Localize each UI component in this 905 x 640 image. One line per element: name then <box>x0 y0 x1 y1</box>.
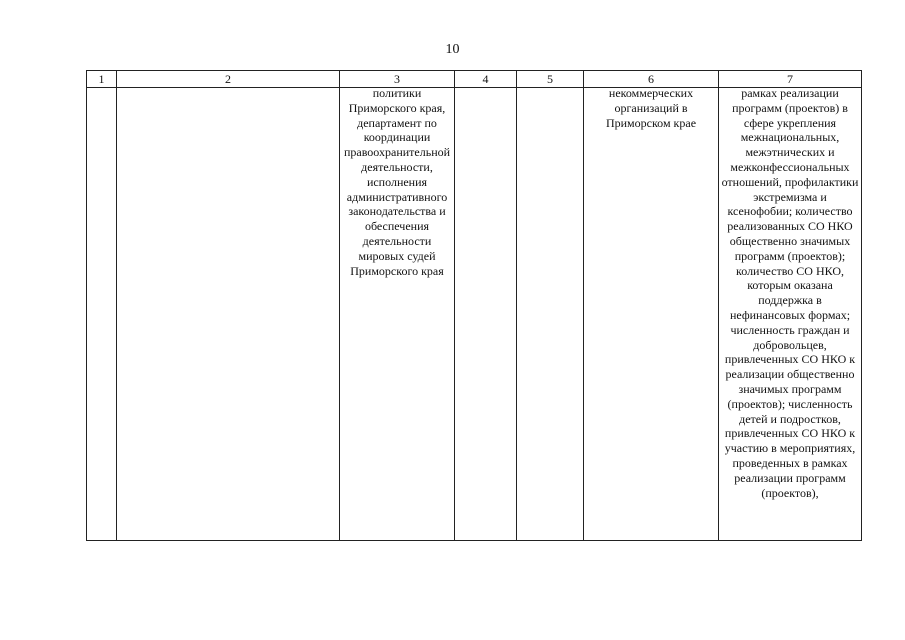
column-header-6: 6 <box>584 71 719 88</box>
cell-col5 <box>517 88 584 541</box>
column-header-3: 3 <box>340 71 455 88</box>
cell-col7-text: рамках реализации программ (проектов) в сфере укрепления межнациональных, межэтнических и межконфессиональных отношений, профилактики экстремизма и ксенофобии; количество реализованных СО НКО общественно значимых программ (проектов); количество СО НКО, которым оказана поддержка в нефинансовых формах; численность граждан и добровольцев, привлеченных СО НКО к реализации общественно значимых программ (проектов); численность детей и подростков, привлеченных СО НКО к участию в мероприятиях, проведенных в рамках реализации программ (проектов), <box>721 86 859 500</box>
table-row <box>87 88 862 541</box>
column-header-2: 2 <box>117 71 340 88</box>
column-header-1: 1 <box>87 71 117 88</box>
page-number: 10 <box>445 42 460 57</box>
table-header-row <box>87 71 862 88</box>
cell-col6-text: некоммерческих организаций в Приморском крае <box>605 86 697 130</box>
cell-col2 <box>117 88 340 541</box>
column-header-5: 5 <box>517 71 584 88</box>
column-header-7: 7 <box>719 71 862 88</box>
cell-col3-text: политики Приморского края, департамент по координации правоохранительной деятельности, исполнения административного законодательства и обеспечения деятельности мировых судей Приморского края <box>343 86 451 278</box>
column-header-4: 4 <box>455 71 517 88</box>
cell-col1 <box>87 88 117 541</box>
cell-col4 <box>455 88 517 541</box>
cell-col3 <box>340 88 455 541</box>
document-table <box>86 70 862 541</box>
cell-col6 <box>584 88 719 541</box>
cell-col7 <box>719 88 862 541</box>
